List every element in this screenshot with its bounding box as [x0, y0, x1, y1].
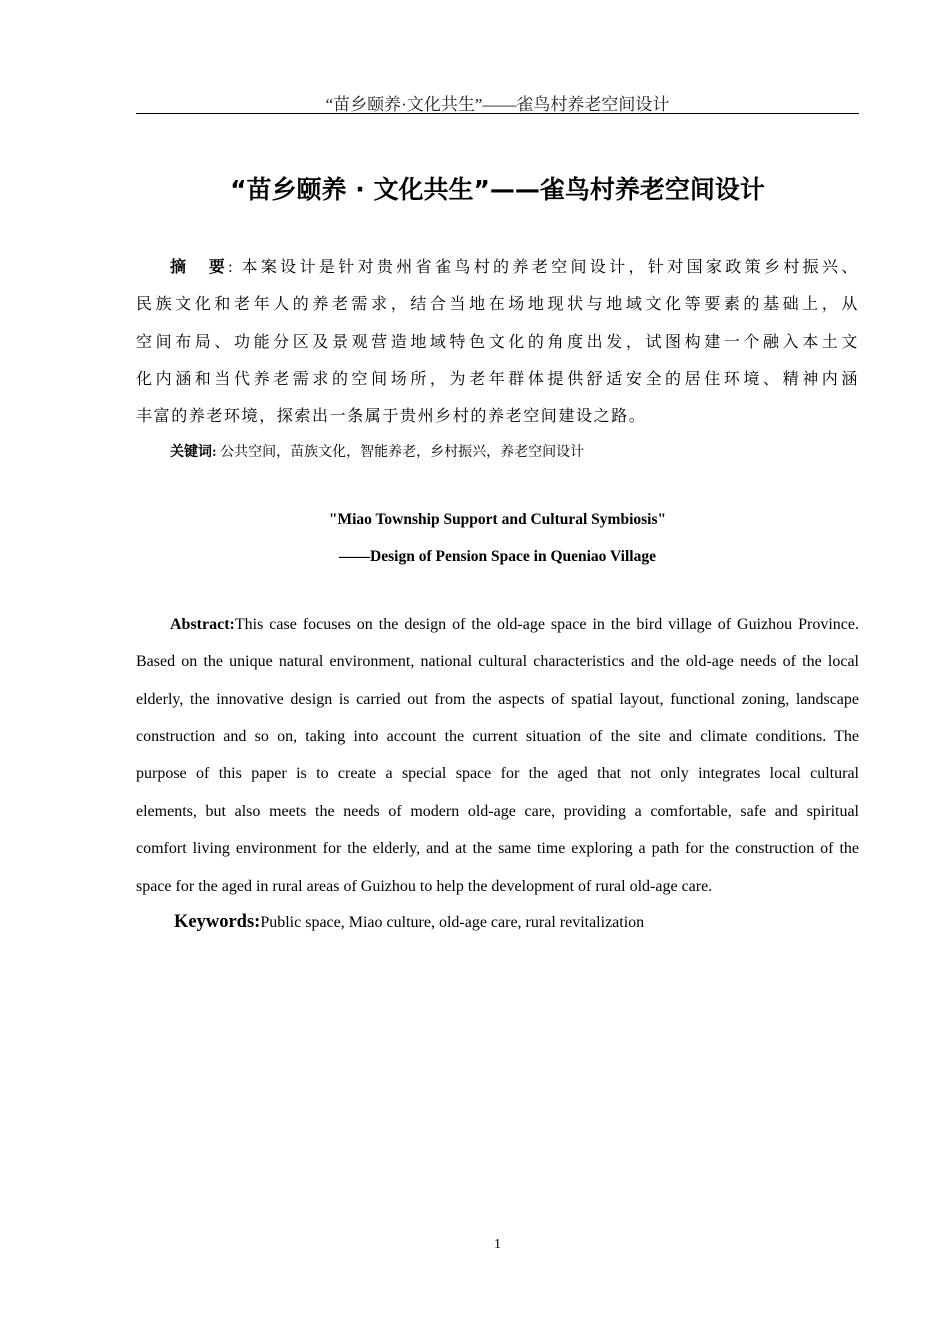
en-keywords-label: Keywords:: [174, 912, 261, 932]
cn-abstract-label: 摘 要: [170, 259, 229, 276]
running-header: “苗乡颐养·文化共生”——雀鸟村养老空间设计: [325, 95, 670, 114]
cn-abstract-line: 丰富的养老环境，探索出一条属于贵州乡村的养老空间建设之路。: [136, 408, 647, 425]
cn-abstract-line: 民族文化和老年人的养老需求，结合当地在场地现状与地域文化等要素的基础上，从: [136, 296, 859, 313]
en-abstract-line: elements, but also meets the needs of modern old-age care, providing a comfortable, safe and spiritual: [136, 803, 859, 820]
header-rule: [136, 113, 859, 114]
en-abstract-line: construction and so on, taking into account the current situation of the site and climate conditions. The: [136, 728, 859, 745]
cn-abstract-line: 化内涵和当代养老需求的空间场所，为老年群体提供舒适安全的居住环境、精神内涵: [136, 371, 859, 388]
en-abstract-line: purpose of this paper is to create a special space for the aged that not only integrates local cultural: [136, 765, 859, 782]
en-abstract-line: Based on the unique natural environment, national cultural characteristics and the old-age needs of the local: [136, 653, 859, 670]
cn-keywords-label: 关键词:: [170, 445, 217, 460]
en-abstract-line: Abstract:This case focuses on the design of the old-age space in the bird village of Guizhou Province.: [170, 616, 859, 633]
en-abstract-label: Abstract:: [170, 616, 235, 633]
page-title: “苗乡颐养 · 文化共生”——雀鸟村养老空间设计: [230, 175, 765, 204]
cn-abstract-line: 摘 要: 本案设计是针对贵州省雀鸟村的养老空间设计，针对国家政策乡村振兴、: [170, 259, 859, 276]
cn-keywords: 关键词: 公共空间，苗族文化，智能养老，乡村振兴，养老空间设计: [170, 445, 585, 460]
en-abstract-line: comfort living environment for the elderly, and at the same time exploring a path for the construction of the: [136, 840, 859, 857]
cn-abstract-line: 空间布局、功能分区及景观营造地域特色文化的角度出发，试图构建一个融入本土文: [136, 334, 859, 351]
english-title: "Miao Township Support and Cultural Symbiosis": [328, 511, 667, 528]
en-keywords: Keywords:Public space, Miao culture, old-age care, rural revitalization: [174, 912, 645, 932]
english-subtitle: ——Design of Pension Space in Queniao Village: [339, 548, 656, 565]
page-number: 1: [494, 1237, 501, 1252]
en-abstract-line: elderly, the innovative design is carried out from the aspects of spatial layout, functional zoning, landscape: [136, 691, 859, 708]
en-abstract-line: space for the aged in rural areas of Guizhou to help the development of rural old-age care.: [136, 878, 713, 895]
